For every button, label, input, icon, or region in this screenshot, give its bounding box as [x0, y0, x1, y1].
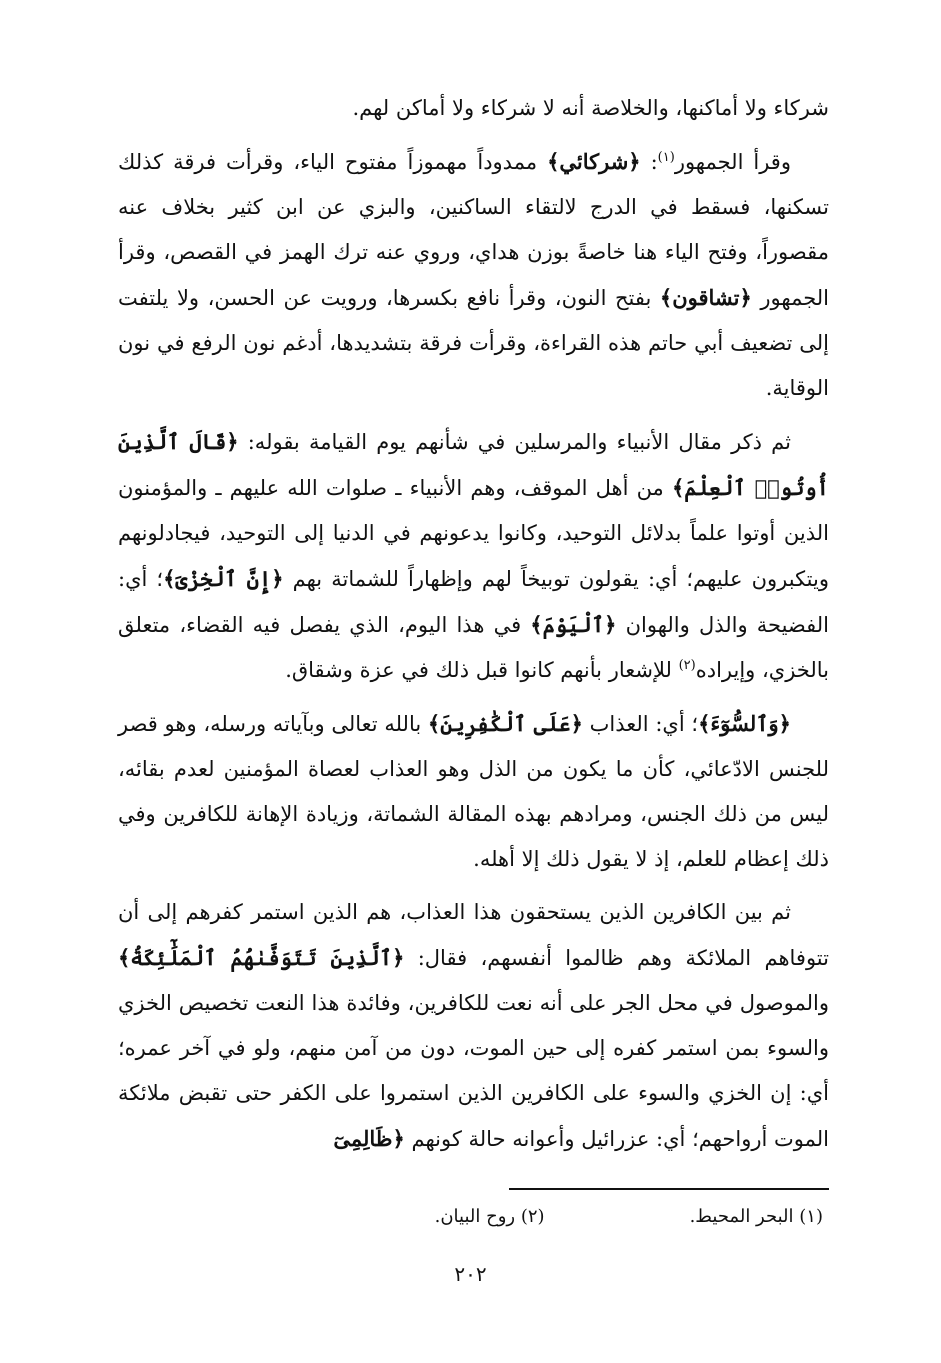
footnote-separator-line: [509, 1188, 829, 1190]
quran-quote: ﴿شركائي﴾: [547, 149, 641, 174]
paragraph-text: من أهل الموقف، وهم الأنبياء ـ صلوات الله عليهم ـ والمؤمنون الذين أوتوا علماً بدلائل التوحيد، وكانوا يدعونهم في الدنيا إلى التوحيد، فيجادلونهم ويتكبرون عليهم؛ أي: يقولون توبيخاً لهم وإظهاراً للشماتة بهم: [118, 476, 830, 591]
paragraph-text: ممدوداً مهموزاً مفتوح الياء، وقرأت فرقة كذلك تسكنها، فسقط في الدرج لالتقاء الساكنين، والبزي عن ابن كثير بخلاف عنه مقصوراً، وفتح الياء هنا خاصةً بوزن هداي، وروي عنه ترك الهمز في القصص، وقرأ الجمهور: [118, 150, 829, 310]
paragraph-text: ثم ذكر مقال الأنبياء والمرسلين في شأنهم يوم القيامة بقوله:: [238, 430, 791, 454]
footnote-reference: (١): [657, 150, 675, 165]
quran-quote: ﴿وَٱلسُّوٓءَ﴾: [698, 711, 791, 736]
paragraph-text: للإشعار بأنهم كانوا قبل ذلك في عزة وشقاق.: [285, 658, 679, 682]
footnote-1-number: (١): [799, 1206, 823, 1227]
quran-quote: ﴿ٱلْيَوْمَ﴾: [530, 612, 617, 637]
paragraph-text: ثم بين الكافرين الذين يستحقون هذا العذاب، هم الذين استمر كفرهم إلى أن تتوفاهم الملائكة وهم ظالموا أنفسهم، فقال:: [118, 900, 829, 970]
paragraph: [118, 86, 829, 131]
paragraph-text: شركاء ولا أماكنها، والخلاصة أنه لا شركاء ولا أماكن لهم.: [352, 96, 829, 120]
footnote-reference: (٢): [678, 658, 696, 673]
quran-quote: ﴿قَالَ ٱلَّذِينَ أُوتُوا۟ ٱلْعِلْمَ﴾: [118, 429, 829, 500]
footnotes: [183, 1204, 823, 1230]
footnote-2-text: روح البيان.: [434, 1206, 516, 1227]
paragraph-text: بالله تعالى وبآياته ورسله، وهو قصر للجنس الادّعائي، كأن ما يكون من الذل وهو العذاب لعصاة المؤمنين لعدم بقائه، ليس من ذلك الجنس، ومرادهم بهذه المقالة الشماتة، وزيادة الإهانة للكافرين وفي ذلك إعظام للعلم، إذ لا يقول ذلك إلا أهله.: [118, 712, 829, 871]
paragraph: [118, 701, 829, 882]
quran-quote: ﴿ٱلَّذِينَ تَتَوَفَّىٰهُمُ ٱلْمَلَٰٓئِكَةُ﴾: [118, 945, 405, 970]
paragraph: [118, 139, 829, 411]
footnote-1: [690, 1204, 823, 1230]
paragraph-text: والموصول في محل الجر على أنه نعت للكافرين، وفائدة هذا النعت تخصيص الخزي والسوء بمن استمر كفره إلى حين الموت، دون من آمن منهم، ولو في آخر عمره؛ أي: إن الخزي والسوء على الكافرين الذين استمروا على الكفر حتى تقبض ملائكة الموت أرواحهم؛ أي: عزرائيل وأعوانه حالة كونهم: [118, 991, 829, 1151]
quran-quote: ﴿تشاقون﴾: [659, 285, 752, 310]
page-number: ٢٠٢: [454, 1262, 487, 1286]
page-body-text: [118, 86, 829, 1162]
paragraph-text: :: [640, 150, 658, 174]
paragraph: [118, 890, 829, 1162]
paragraph-text: ؛ أي: الفضيحة والذل والهوان: [118, 567, 829, 637]
quran-quote: ﴿ظَالِمِىٓ: [333, 1126, 405, 1151]
quran-quote: ﴿إِنَّ ٱلْخِزْىَ﴾: [163, 566, 284, 591]
paragraph-text: في هذا اليوم، الذي يفصل فيه القضاء، متعلق بالخزي، وإيراده: [118, 613, 829, 682]
paragraph-text: ؛ أي: العذاب: [582, 712, 699, 736]
footnote-2: [435, 1204, 545, 1230]
footnote-2-number: (٢): [520, 1206, 545, 1227]
paragraph-text: بفتح النون، وقرأ نافع بكسرها، ورويت عن الحسن، ولا يلتفت إلى تضعيف أبي حاتم هذه القراءة، وقرأت فرقة بتشديدها، أدغم نون الرفع في نون الوقاية.: [118, 286, 829, 400]
quran-quote: ﴿عَلَى ٱلْكَٰفِرِينَ﴾: [427, 711, 583, 736]
footnote-1-text: البحر المحيط.: [689, 1206, 794, 1227]
paragraph-text: وقرأ الجمهور: [674, 150, 791, 174]
paragraph: [118, 419, 829, 693]
